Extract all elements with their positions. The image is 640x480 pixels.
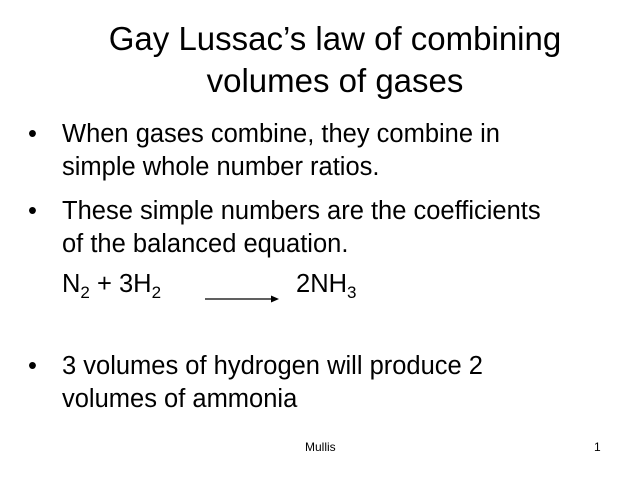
equation-product	[296, 268, 357, 301]
footer-author: Mullis	[305, 440, 336, 454]
bullet-line: These simple numbers are the coefficients	[62, 197, 541, 225]
bullet-text	[62, 350, 622, 416]
bullet-marker: •	[28, 120, 37, 148]
slide-title	[60, 18, 610, 102]
balanced-equation	[62, 268, 422, 308]
slide-title-line1: Gay Lussac’s law of combining	[108, 20, 562, 57]
bullet-line: simple whole number ratios.	[62, 153, 380, 181]
slide-title-line2: volumes of gases	[206, 62, 464, 99]
bullet-text	[62, 195, 622, 261]
reactant-nitrogen-subscript: 2	[80, 283, 90, 302]
bullet-line: volumes of ammonia	[62, 385, 298, 413]
bullet-marker: •	[28, 197, 37, 225]
equation-reactants	[62, 268, 161, 301]
bullet-line: 3 volumes of hydrogen will produce 2	[62, 352, 483, 380]
slide-number: 1	[594, 440, 601, 454]
bullet-line: of the balanced equation.	[62, 230, 349, 258]
reactant-nitrogen-symbol: N	[62, 270, 81, 298]
plus-sign: +	[89, 270, 119, 298]
reactant-hydrogen-coefficient: 3	[118, 270, 134, 298]
product-subscript: 3	[347, 283, 357, 302]
bullet-marker: •	[28, 352, 37, 380]
product-symbol: NH	[310, 270, 348, 298]
bullet-text	[62, 118, 622, 184]
reactant-hydrogen-symbol: H	[133, 270, 152, 298]
right-arrow-icon	[205, 281, 279, 314]
bullet-line: When gases combine, they combine in	[62, 120, 500, 148]
product-coefficient: 2	[296, 270, 311, 298]
reactant-hydrogen-subscript: 2	[151, 283, 162, 302]
